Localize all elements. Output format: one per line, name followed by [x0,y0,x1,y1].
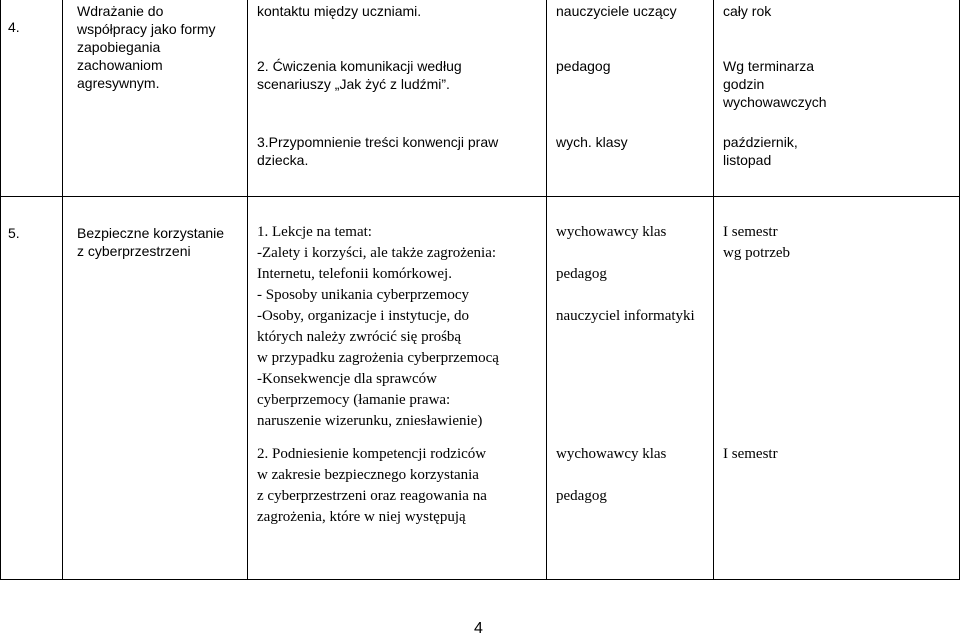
table-border-bottom [0,579,960,580]
deadline-cell: Wg terminarza godzin wychowawczych [723,58,827,110]
responsible-cell: pedagog [556,58,611,74]
deadline-cell: październik, listopad [723,134,798,168]
column-divider [247,0,248,580]
activity-cell: 2. Podniesienie kompetencji rodziców w zakresie bezpiecznego korzystania z cyberprzestrzeni oraz reagowania na zagrożenia, które w niej występują [257,446,487,525]
row-number: 4. [8,19,20,35]
activity-cell: 1. Lekcje na temat: -Zalety i korzyści, ale także zagrożenia: Internetu, telefonii komórkowej. - Sposoby unikania cyberprzemocy -Osoby, organizacje i instytucje, do których należy zwrócić się prośbą w przypadku zagrożenia cyberprzemocą -Konsekwencje dla sprawców cyberprzemocy (łamanie prawa: naruszenie wizerunku, zniesławienie) [257,224,499,429]
task-cell: Wdrażanie do współpracy jako formy zapobiegania zachowaniom agresywnym. [77,3,216,91]
table-border-left [0,0,1,580]
activity-cell: kontaktu między uczniami. [257,3,422,19]
activity-cell: 3.Przypomnienie treści konwencji praw dziecka. [257,134,499,168]
row-divider [0,196,960,197]
responsible-cell: wychowawcy klas pedagog nauczyciel informatyki [556,224,695,324]
column-divider [713,0,714,580]
deadline-cell: I semestr wg potrzeb [723,224,791,261]
page-number: 4 [474,620,483,637]
deadline-cell: cały rok [723,3,772,19]
responsible-cell: wychowawcy klas pedagog [556,446,667,504]
responsible-cell: wych. klasy [556,134,628,150]
activity-cell: 2. Ćwiczenia komunikacji według scenariuszy „Jak żyć z ludźmi”. [257,58,462,92]
row-number: 5. [8,225,20,241]
responsible-cell: nauczyciele uczący [556,3,677,19]
column-divider [546,0,547,580]
column-divider [62,0,63,580]
deadline-cell: I semestr [723,446,778,462]
task-cell: Bezpieczne korzystanie z cyberprzestrzeni [77,225,225,259]
